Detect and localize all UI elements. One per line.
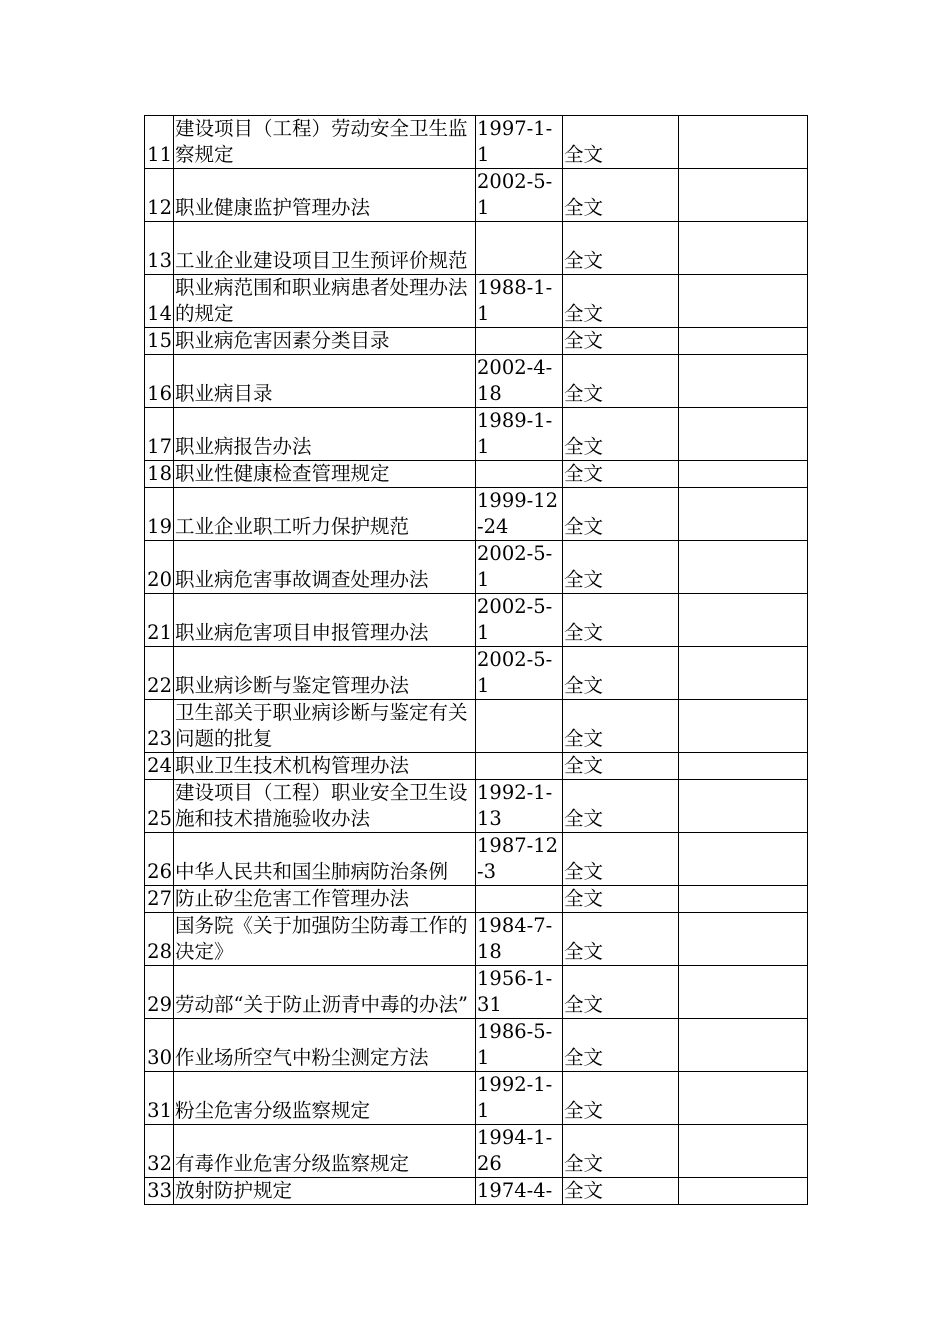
effective-date: 1984-7-18 <box>476 913 563 966</box>
row-number: 12 <box>145 169 174 222</box>
full-text-link[interactable]: 全文 <box>563 408 679 461</box>
regulation-title: 卫生部关于职业病诊断与鉴定有关问题的批复 <box>174 700 476 753</box>
regulation-title: 职业病危害事故调查处理办法 <box>174 541 476 594</box>
remarks-cell <box>679 700 808 753</box>
effective-date: 1988-1-1 <box>476 275 563 328</box>
row-number: 21 <box>145 594 174 647</box>
effective-date: 1992-1-13 <box>476 780 563 833</box>
row-number: 31 <box>145 1072 174 1125</box>
remarks-cell <box>679 1178 808 1205</box>
row-number: 32 <box>145 1125 174 1178</box>
full-text-link[interactable]: 全文 <box>563 966 679 1019</box>
table-row <box>145 753 808 780</box>
regulation-title: 职业病范围和职业病患者处理办法的规定 <box>174 275 476 328</box>
row-number: 25 <box>145 780 174 833</box>
full-text-link[interactable]: 全文 <box>563 169 679 222</box>
table-row <box>145 116 808 169</box>
full-text-link[interactable]: 全文 <box>563 328 679 355</box>
row-number: 28 <box>145 913 174 966</box>
full-text-link[interactable]: 全文 <box>563 275 679 328</box>
effective-date: 2002-5-1 <box>476 594 563 647</box>
effective-date <box>476 461 563 488</box>
remarks-cell <box>679 647 808 700</box>
regulation-title: 工业企业职工听力保护规范 <box>174 488 476 541</box>
regulation-title: 职业病目录 <box>174 355 476 408</box>
regulation-title: 建设项目（工程）劳动安全卫生监察规定 <box>174 116 476 169</box>
remarks-cell <box>679 222 808 275</box>
full-text-link[interactable]: 全文 <box>563 913 679 966</box>
remarks-cell <box>679 275 808 328</box>
row-number: 14 <box>145 275 174 328</box>
regulation-title: 职业病危害因素分类目录 <box>174 328 476 355</box>
table-row <box>145 966 808 1019</box>
full-text-link[interactable]: 全文 <box>563 541 679 594</box>
regulation-title: 有毒作业危害分级监察规定 <box>174 1125 476 1178</box>
regulation-title: 职业健康监护管理办法 <box>174 169 476 222</box>
remarks-cell <box>679 355 808 408</box>
row-number: 22 <box>145 647 174 700</box>
full-text-link[interactable]: 全文 <box>563 488 679 541</box>
table-row <box>145 1178 808 1205</box>
remarks-cell <box>679 780 808 833</box>
table-row <box>145 408 808 461</box>
regulation-title: 防止矽尘危害工作管理办法 <box>174 886 476 913</box>
row-number: 16 <box>145 355 174 408</box>
remarks-cell <box>679 408 808 461</box>
remarks-cell <box>679 541 808 594</box>
effective-date: 1956-1-31 <box>476 966 563 1019</box>
effective-date <box>476 328 563 355</box>
regulation-title: 劳动部“关于防止沥青中毒的办法” <box>174 966 476 1019</box>
table-row <box>145 275 808 328</box>
row-number: 15 <box>145 328 174 355</box>
full-text-link[interactable]: 全文 <box>563 222 679 275</box>
row-number: 13 <box>145 222 174 275</box>
full-text-link[interactable]: 全文 <box>563 116 679 169</box>
regulation-title: 作业场所空气中粉尘测定方法 <box>174 1019 476 1072</box>
effective-date: 1999-12-24 <box>476 488 563 541</box>
remarks-cell <box>679 328 808 355</box>
table-row <box>145 328 808 355</box>
table-row <box>145 169 808 222</box>
table-body <box>145 116 808 1205</box>
regulation-title: 职业卫生技术机构管理办法 <box>174 753 476 780</box>
full-text-link[interactable]: 全文 <box>563 833 679 886</box>
regulation-title: 中华人民共和国尘肺病防治条例 <box>174 833 476 886</box>
remarks-cell <box>679 169 808 222</box>
remarks-cell <box>679 753 808 780</box>
effective-date <box>476 700 563 753</box>
regulation-title: 职业性健康检查管理规定 <box>174 461 476 488</box>
remarks-cell <box>679 833 808 886</box>
table-row <box>145 541 808 594</box>
row-number: 20 <box>145 541 174 594</box>
table-row <box>145 594 808 647</box>
remarks-cell <box>679 1072 808 1125</box>
full-text-link[interactable]: 全文 <box>563 1178 679 1205</box>
table-row <box>145 780 808 833</box>
remarks-cell <box>679 913 808 966</box>
table-row <box>145 355 808 408</box>
regulation-title: 放射防护规定 <box>174 1178 476 1205</box>
effective-date <box>476 753 563 780</box>
effective-date: 1994-1-26 <box>476 1125 563 1178</box>
full-text-link[interactable]: 全文 <box>563 594 679 647</box>
remarks-cell <box>679 1019 808 1072</box>
regulation-title: 职业病危害项目申报管理办法 <box>174 594 476 647</box>
effective-date <box>476 222 563 275</box>
table-row <box>145 1072 808 1125</box>
effective-date: 1986-5-1 <box>476 1019 563 1072</box>
effective-date: 1987-12-3 <box>476 833 563 886</box>
effective-date: 2002-5-1 <box>476 647 563 700</box>
remarks-cell <box>679 461 808 488</box>
full-text-link[interactable]: 全文 <box>563 700 679 753</box>
effective-date: 2002-4-18 <box>476 355 563 408</box>
full-text-link[interactable]: 全文 <box>563 1072 679 1125</box>
full-text-link[interactable]: 全文 <box>563 1125 679 1178</box>
effective-date: 2002-5-1 <box>476 541 563 594</box>
table-row <box>145 461 808 488</box>
row-number: 23 <box>145 700 174 753</box>
table-row <box>145 833 808 886</box>
table-row <box>145 488 808 541</box>
row-number: 11 <box>145 116 174 169</box>
regulation-title: 建设项目（工程）职业安全卫生设施和技术措施验收办法 <box>174 780 476 833</box>
effective-date <box>476 886 563 913</box>
full-text-link[interactable]: 全文 <box>563 886 679 913</box>
row-number: 17 <box>145 408 174 461</box>
regulation-title: 职业病诊断与鉴定管理办法 <box>174 647 476 700</box>
full-text-link[interactable]: 全文 <box>563 355 679 408</box>
regulation-title: 工业企业建设项目卫生预评价规范 <box>174 222 476 275</box>
remarks-cell <box>679 488 808 541</box>
full-text-link[interactable]: 全文 <box>563 461 679 488</box>
regulation-title: 国务院《关于加强防尘防毒工作的决定》 <box>174 913 476 966</box>
effective-date: 2002-5-1 <box>476 169 563 222</box>
row-number: 18 <box>145 461 174 488</box>
remarks-cell <box>679 886 808 913</box>
regulation-title: 职业病报告办法 <box>174 408 476 461</box>
row-number: 26 <box>145 833 174 886</box>
table-row <box>145 647 808 700</box>
full-text-link[interactable]: 全文 <box>563 647 679 700</box>
table-row <box>145 700 808 753</box>
table-row <box>145 222 808 275</box>
regulations-table <box>144 115 808 1205</box>
table-row <box>145 913 808 966</box>
remarks-cell <box>679 1125 808 1178</box>
row-number: 29 <box>145 966 174 1019</box>
remarks-cell <box>679 116 808 169</box>
remarks-cell <box>679 966 808 1019</box>
remarks-cell <box>679 594 808 647</box>
table-row <box>145 1125 808 1178</box>
row-number: 33 <box>145 1178 174 1205</box>
full-text-link[interactable]: 全文 <box>563 1019 679 1072</box>
row-number: 24 <box>145 753 174 780</box>
effective-date: 1992-1-1 <box>476 1072 563 1125</box>
table-row <box>145 886 808 913</box>
row-number: 19 <box>145 488 174 541</box>
row-number: 27 <box>145 886 174 913</box>
full-text-link[interactable]: 全文 <box>563 780 679 833</box>
effective-date: 1974-4- <box>476 1178 563 1205</box>
effective-date: 1997-1-1 <box>476 116 563 169</box>
row-number: 30 <box>145 1019 174 1072</box>
effective-date: 1989-1-1 <box>476 408 563 461</box>
full-text-link[interactable]: 全文 <box>563 753 679 780</box>
table-row <box>145 1019 808 1072</box>
regulation-title: 粉尘危害分级监察规定 <box>174 1072 476 1125</box>
